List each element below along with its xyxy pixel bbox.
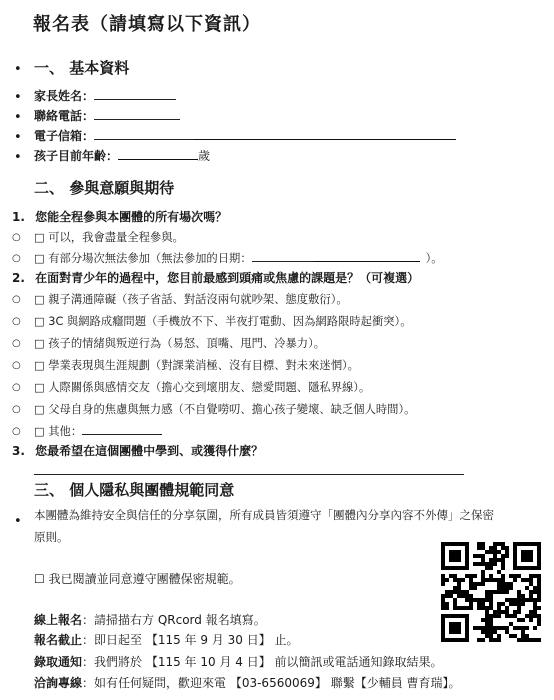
field-label: 電子信箱： xyxy=(34,129,95,143)
page-title: 報名表（請填寫以下資訊） xyxy=(33,14,261,35)
field-bullet: • xyxy=(14,130,22,145)
option-bullet: ○ xyxy=(12,253,21,264)
note-label: 錄取通知 xyxy=(34,655,83,669)
option-bullet: ○ xyxy=(12,426,21,437)
privacy-paragraph: 本團體為維持安全與信任的分享氛圍，所有成員皆須遵守「團體內分享內容不外傳」之保密原則。 xyxy=(34,508,494,544)
option-text: □ 有部分場次無法參加（無法參加的日期： xyxy=(34,252,252,265)
note-label: 報名截止 xyxy=(34,633,83,647)
blank-line xyxy=(94,129,194,140)
note-text: ：如有任何疑問，歡迎來電 【03-6560069】 聯繫【少輔員 曹育瑞】。 xyxy=(82,676,461,690)
blank-line xyxy=(118,149,198,160)
field-child-age[interactable] xyxy=(34,147,210,164)
option-bullet: ○ xyxy=(12,294,21,305)
blank-line xyxy=(314,251,420,262)
note-admission xyxy=(34,653,443,670)
field-label: 聯絡電話： xyxy=(34,109,95,123)
option-bullet: ○ xyxy=(12,338,21,349)
q1-option-2[interactable] xyxy=(34,250,443,266)
blank-line xyxy=(82,424,162,435)
section-bullet: • xyxy=(14,62,22,77)
q2-option-4[interactable]: □ 學業表現與生涯規劃（對課業消極、沒有目標、對未來迷惘）。 xyxy=(34,359,359,372)
q2-option-7[interactable] xyxy=(34,423,162,439)
qr-code-icon[interactable] xyxy=(441,542,541,642)
option-bullet: ○ xyxy=(12,232,21,243)
q2-option-5[interactable]: □ 人際關係與感情交友（擔心交到壞朋友、戀愛問題、隱私界線）。 xyxy=(34,381,371,394)
q2-option-1[interactable]: □ 親子溝通障礙（孩子省話、對話沒兩句就吵架、態度敷衍）。 xyxy=(34,293,348,306)
blank-line xyxy=(94,89,176,100)
question-number: 2. xyxy=(12,271,25,285)
option-bullet: ○ xyxy=(12,360,21,371)
question-text: 您能全程參與本團體的所有場次嗎？ xyxy=(35,210,228,224)
blank-line xyxy=(94,109,180,120)
option-bullet: ○ xyxy=(12,382,21,393)
consent-checkbox[interactable]: ☐ 我已閱讀並同意遵守團體保密規範。 xyxy=(34,572,241,586)
field-parent-name[interactable] xyxy=(34,87,176,104)
option-bullet: ○ xyxy=(12,316,21,327)
question-text: 在面對青少年的過程中，您目前最感到頭痛或焦慮的課題是？（可複選） xyxy=(35,271,420,285)
question-number: 1. xyxy=(12,210,25,224)
answer-line[interactable] xyxy=(34,474,464,475)
note-inquiry xyxy=(34,674,461,691)
section-2-heading: 二、 參與意願與期待 xyxy=(34,179,175,197)
field-bullet: • xyxy=(14,150,22,165)
field-bullet: • xyxy=(14,110,22,125)
field-phone[interactable] xyxy=(34,107,180,124)
note-text: ：即日起至 【115 年 9 月 30 日】 止。 xyxy=(82,633,299,647)
q1-option-1[interactable]: □ 可以，我會盡量全程參與。 xyxy=(34,231,184,244)
section-3-heading: 三、 個人隱私與團體規範同意 xyxy=(34,481,235,499)
question-1 xyxy=(12,208,227,225)
question-number: 3. xyxy=(12,444,25,458)
field-suffix: 歲 xyxy=(198,149,211,163)
field-label: 家長姓名： xyxy=(34,89,95,103)
question-3 xyxy=(12,442,263,459)
q2-option-3[interactable]: □ 孩子的情緒與叛逆行為（易怒、頂嘴、甩門、冷暴力）。 xyxy=(34,337,326,350)
option-text-end: ）。 xyxy=(425,252,443,265)
note-label: 洽詢專線 xyxy=(34,676,83,690)
field-email[interactable] xyxy=(34,127,456,144)
option-bullet: ○ xyxy=(12,404,21,415)
section-1-heading: 一、 基本資料 xyxy=(34,59,130,77)
note-deadline xyxy=(34,631,299,648)
note-text: ：請掃描右方 QRcord 報名填寫。 xyxy=(82,613,266,627)
q2-option-2[interactable]: □ 3C 與網路成癮問題（手機放不下、半夜打電動、因為網路限時起衝突）。 xyxy=(34,315,412,328)
blank-line xyxy=(252,251,314,262)
question-text: 您最希望在這個團體中學到、或獲得什麼？ xyxy=(35,444,264,458)
field-bullet: • xyxy=(14,90,22,105)
note-online-signup xyxy=(34,611,266,628)
option-text: □ 其他： xyxy=(34,425,83,438)
note-label: 線上報名 xyxy=(34,613,83,627)
section-bullet: • xyxy=(14,514,22,529)
field-label: 孩子目前年齡： xyxy=(34,149,119,163)
note-text: ：我們將於 【115 年 10 月 4 日】 前以簡訊或電話通知錄取結果。 xyxy=(82,655,443,669)
q2-option-6[interactable]: □ 父母自身的焦慮與無力感（不自覺嘮叨、擔心孩子變壞、缺乏個人時間）。 xyxy=(34,403,416,416)
question-2 xyxy=(12,269,419,286)
blank-line xyxy=(194,129,456,140)
